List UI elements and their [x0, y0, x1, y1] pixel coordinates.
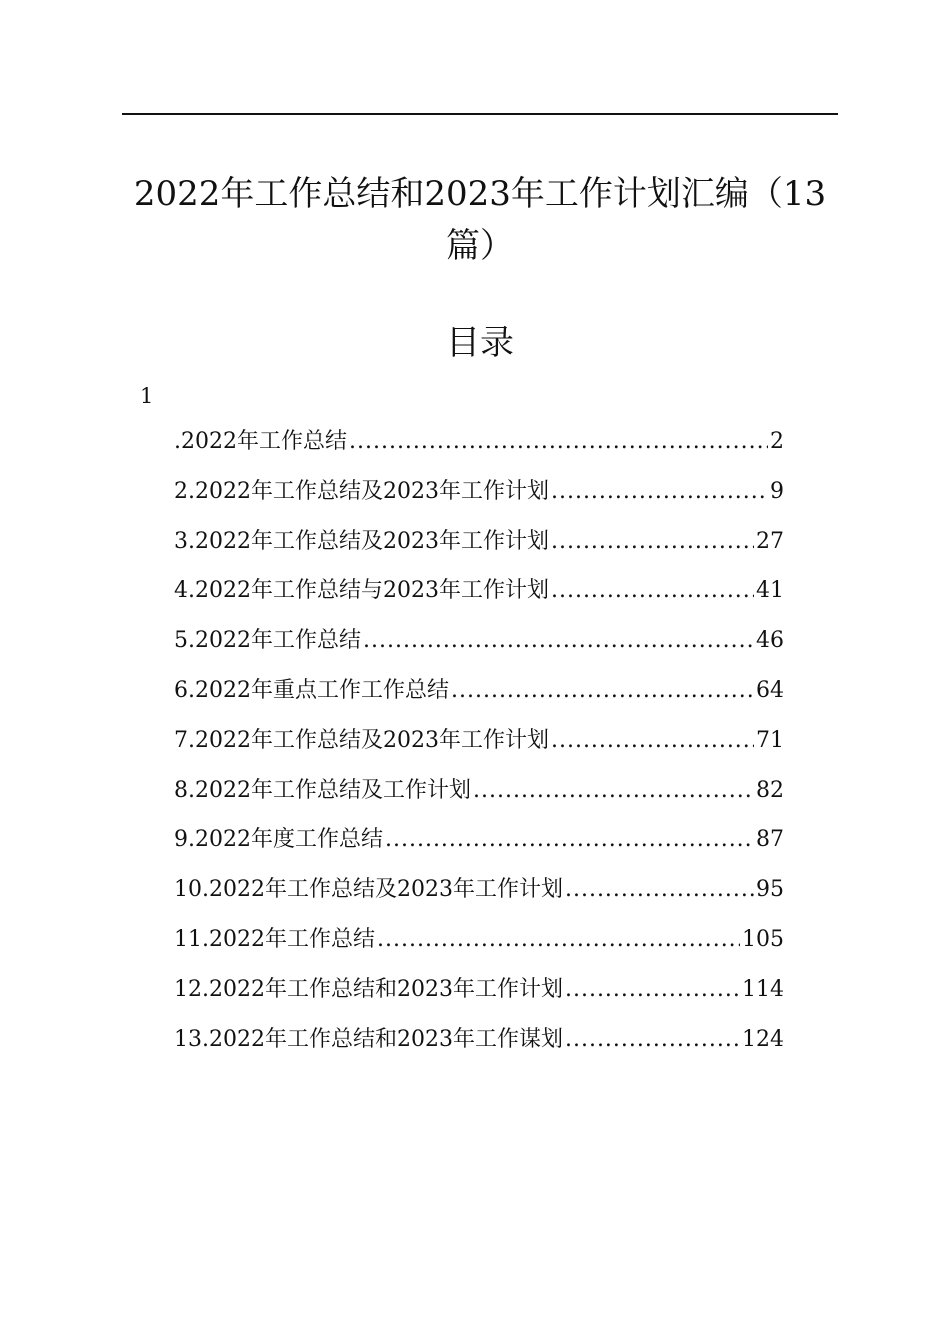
- toc-entry-label: 6.2022年重点工作工作总结: [174, 677, 449, 703]
- toc-entry[interactable]: [174, 474, 784, 524]
- toc-entry-label: 4.2022年工作总结与2023年工作计划: [174, 578, 549, 604]
- toc-entry[interactable]: [174, 872, 784, 922]
- toc-entry-page: 114: [742, 976, 784, 1002]
- toc-entry-label: 3.2022年工作总结及2023年工作计划: [174, 528, 549, 554]
- toc-entry[interactable]: [174, 673, 784, 723]
- toc-entry[interactable]: [174, 623, 784, 673]
- toc-entry-page: 27: [756, 528, 784, 554]
- toc-entry-page: 64: [756, 677, 784, 703]
- list-number: 1: [140, 384, 154, 408]
- toc-entry-page: 87: [756, 827, 784, 853]
- toc-entry-page: 82: [756, 777, 784, 803]
- dot-leader: [565, 972, 740, 1008]
- dot-leader: [551, 723, 754, 759]
- toc-entry-label: .2022年工作总结: [174, 429, 347, 454]
- toc-entry-page: 105: [742, 926, 784, 952]
- dot-leader: [349, 424, 768, 460]
- document-title: 2022年工作总结和2023年工作计划汇编（13篇）: [133, 174, 827, 266]
- dot-leader: [473, 773, 754, 809]
- dot-leader: [565, 1022, 740, 1058]
- dot-leader: [551, 524, 754, 560]
- toc-entry-label: 5.2022年工作总结: [174, 628, 361, 654]
- toc-entry[interactable]: [174, 773, 784, 823]
- toc-entry-label: 2.2022年工作总结及2023年工作计划: [174, 478, 549, 504]
- toc-entry-label: 8.2022年工作总结及工作计划: [174, 777, 471, 803]
- dot-leader: [565, 872, 754, 908]
- dot-leader: [377, 922, 740, 958]
- toc-entry-page: 9: [770, 478, 784, 504]
- toc-entry-label: 12.2022年工作总结和2023年工作计划: [174, 976, 563, 1002]
- header-rule: [122, 113, 838, 115]
- toc-entry[interactable]: [174, 922, 784, 972]
- toc-entry-page: 71: [756, 727, 784, 753]
- toc-entry-label: 7.2022年工作总结及2023年工作计划: [174, 727, 549, 753]
- toc-entry-label: 9.2022年度工作总结: [174, 827, 383, 853]
- dot-leader: [363, 623, 754, 659]
- toc-entry-page: 41: [756, 578, 784, 604]
- toc-entry[interactable]: [174, 524, 784, 574]
- toc-entry[interactable]: [174, 723, 784, 773]
- toc-entry-page: 95: [756, 877, 784, 903]
- toc-entry-label: 13.2022年工作总结和2023年工作谋划: [174, 1026, 563, 1052]
- toc-entry[interactable]: [174, 972, 784, 1022]
- toc-entry[interactable]: [174, 573, 784, 623]
- toc-entry[interactable]: [174, 1022, 784, 1072]
- toc-entry-page: 46: [756, 628, 784, 654]
- toc-entry-label: 10.2022年工作总结及2023年工作计划: [174, 877, 563, 903]
- dot-leader: [451, 673, 754, 709]
- toc-entry[interactable]: [174, 822, 784, 872]
- table-of-contents: [174, 424, 784, 1071]
- toc-entry-page: 124: [742, 1026, 784, 1052]
- toc-entry-label: 11.2022年工作总结: [174, 926, 375, 952]
- toc-entry-page: 2: [770, 429, 784, 454]
- dot-leader: [551, 573, 754, 609]
- toc-entry[interactable]: [174, 424, 784, 474]
- dot-leader: [551, 474, 768, 510]
- toc-heading: 目录: [446, 323, 514, 363]
- dot-leader: [385, 822, 754, 858]
